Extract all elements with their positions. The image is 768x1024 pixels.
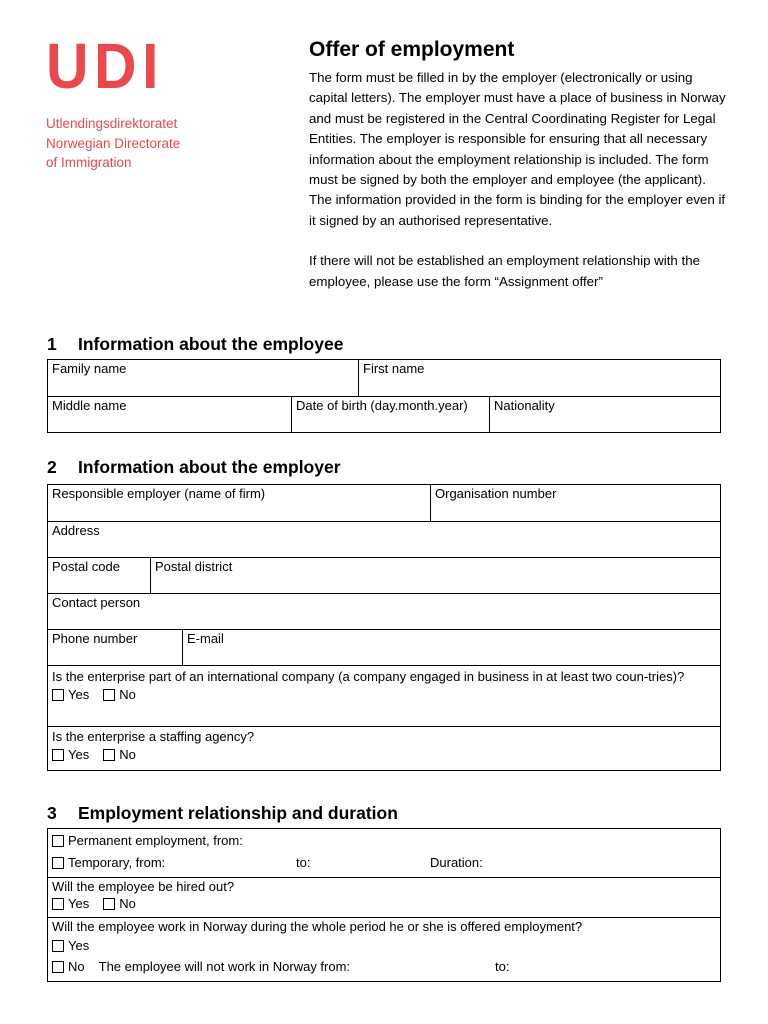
hired-out-label: Will the employee be hired out? [52,879,235,894]
section-2-title: Information about the employer [78,457,341,477]
form-row [48,485,720,521]
whole-period-yes-option [52,938,716,954]
whole-period-no-label: No [68,959,85,974]
first-name-field[interactable] [358,360,720,396]
udi-logo [46,30,181,173]
permanent-label: Permanent employment, from: [68,833,243,848]
whole-period-label: Will the employee work in Norway during the whole period he or she is offered employment? [52,919,583,934]
hired-out-yes-label: Yes [68,896,90,911]
section-2-form [47,484,721,771]
nationality-label: Nationality [494,398,555,413]
middle-name-field[interactable] [48,397,291,432]
intro-text [309,68,729,312]
staffing-yes-checkbox[interactable] [52,749,64,761]
hired-out-question [48,878,720,917]
section-1-heading [47,334,343,355]
nationality-field[interactable] [489,397,720,432]
section-1-form [47,359,721,433]
section-3-title: Employment relationship and duration [78,803,398,823]
intro-paragraph-2: If there will not be established an employment relationship with the employee, please use the form “Assignment offer” [309,253,700,289]
staffing-agency-options [52,747,716,763]
form-row [48,726,720,770]
address-field[interactable] [48,522,720,557]
permanent-option [52,833,716,849]
section-2-heading [47,457,341,478]
phone-number-label: Phone number [52,631,138,646]
postal-code-label: Postal code [52,559,120,574]
intl-yes-label: Yes [68,687,90,702]
responsible-employer-field[interactable] [48,485,430,521]
email-field[interactable] [182,630,720,665]
family-name-field[interactable] [48,360,358,396]
staffing-yes-label: Yes [68,747,90,762]
logo-line-2: Norwegian Directorate [46,135,181,151]
middle-name-label: Middle name [52,398,127,413]
whole-period-question [48,918,720,981]
section-3-form [47,828,721,982]
udi-logo-mark: UDI [46,30,164,102]
intl-no-checkbox[interactable] [103,689,115,701]
whole-period-no-option [52,959,716,975]
hired-out-options [52,896,716,912]
family-name-label: Family name [52,361,127,376]
responsible-employer-label: Responsible employer (name of firm) [52,486,266,501]
not-work-from-label: The employee will not work in Norway from: [98,959,351,974]
temporary-to-label: to: [296,855,311,870]
international-company-label: Is the enterprise part of an international company (a company engaged in business in at least two coun-tries)? [52,669,685,684]
hired-out-no-label: No [119,896,136,911]
form-row [48,629,720,665]
intl-yes-checkbox[interactable] [52,689,64,701]
postal-code-field[interactable] [48,558,150,593]
postal-district-field[interactable] [150,558,720,593]
temporary-checkbox[interactable] [52,857,64,869]
contact-person-field[interactable] [48,594,720,629]
hired-out-yes-checkbox[interactable] [52,898,64,910]
staffing-no-label: No [119,747,136,762]
postal-district-label: Postal district [155,559,233,574]
udi-logo-text [46,114,180,173]
staffing-agency-label: Is the enterprise a staffing agency? [52,729,255,744]
section-3-number: 3 [47,803,57,823]
form-row [48,521,720,557]
section-3-heading [47,803,398,824]
form-row [48,829,720,877]
page-title: Offer of employment [309,38,515,61]
temporary-label: Temporary, from: [68,855,166,870]
form-row [48,593,720,629]
intro-paragraph-1: The form must be filled in by the employer (electronically or using capital letters). The employer must have a place of business in Norway and must be registered in the Central Coordinating Register for Legal Entities. The employer is responsible for ensuring that all necessary information about the employment relationship is included. The form must be signed by both the employer and employee (the applicant). The information provided in the form is binding for the employer even if it signed by an authorised representative. [309,70,726,228]
staffing-agency-question [48,727,720,770]
date-of-birth-label: Date of birth (day.month.year) [296,398,468,413]
international-company-options [52,687,716,703]
organisation-number-field[interactable] [430,485,720,521]
contact-person-label: Contact person [52,595,141,610]
form-row [48,917,720,981]
form-row [48,557,720,593]
section-1-title: Information about the employee [78,334,344,354]
phone-number-field[interactable] [48,630,182,665]
whole-period-yes-label: Yes [68,938,90,953]
duration-label: Duration: [430,855,483,870]
form-row [48,396,720,432]
section-1-number: 1 [47,334,57,354]
section-2-number: 2 [47,457,57,477]
logo-line-3: of Immigration [46,155,132,170]
staffing-no-checkbox[interactable] [103,749,115,761]
form-row [48,877,720,917]
temporary-option [52,855,716,871]
address-label: Address [52,523,100,538]
not-work-to-label: to: [495,959,510,974]
form-row [48,360,720,396]
whole-period-no-checkbox[interactable] [52,961,64,973]
employment-type-options [48,829,720,877]
form-row [48,665,720,726]
hired-out-no-checkbox[interactable] [103,898,115,910]
organisation-number-label: Organisation number [435,486,557,501]
date-of-birth-field[interactable] [291,397,489,432]
international-company-question [48,666,720,726]
intl-no-label: No [119,687,136,702]
whole-period-yes-checkbox[interactable] [52,940,64,952]
first-name-label: First name [363,361,425,376]
email-label: E-mail [187,631,224,646]
permanent-checkbox[interactable] [52,835,64,847]
logo-line-1: Utlendingsdirektoratet [46,116,178,131]
